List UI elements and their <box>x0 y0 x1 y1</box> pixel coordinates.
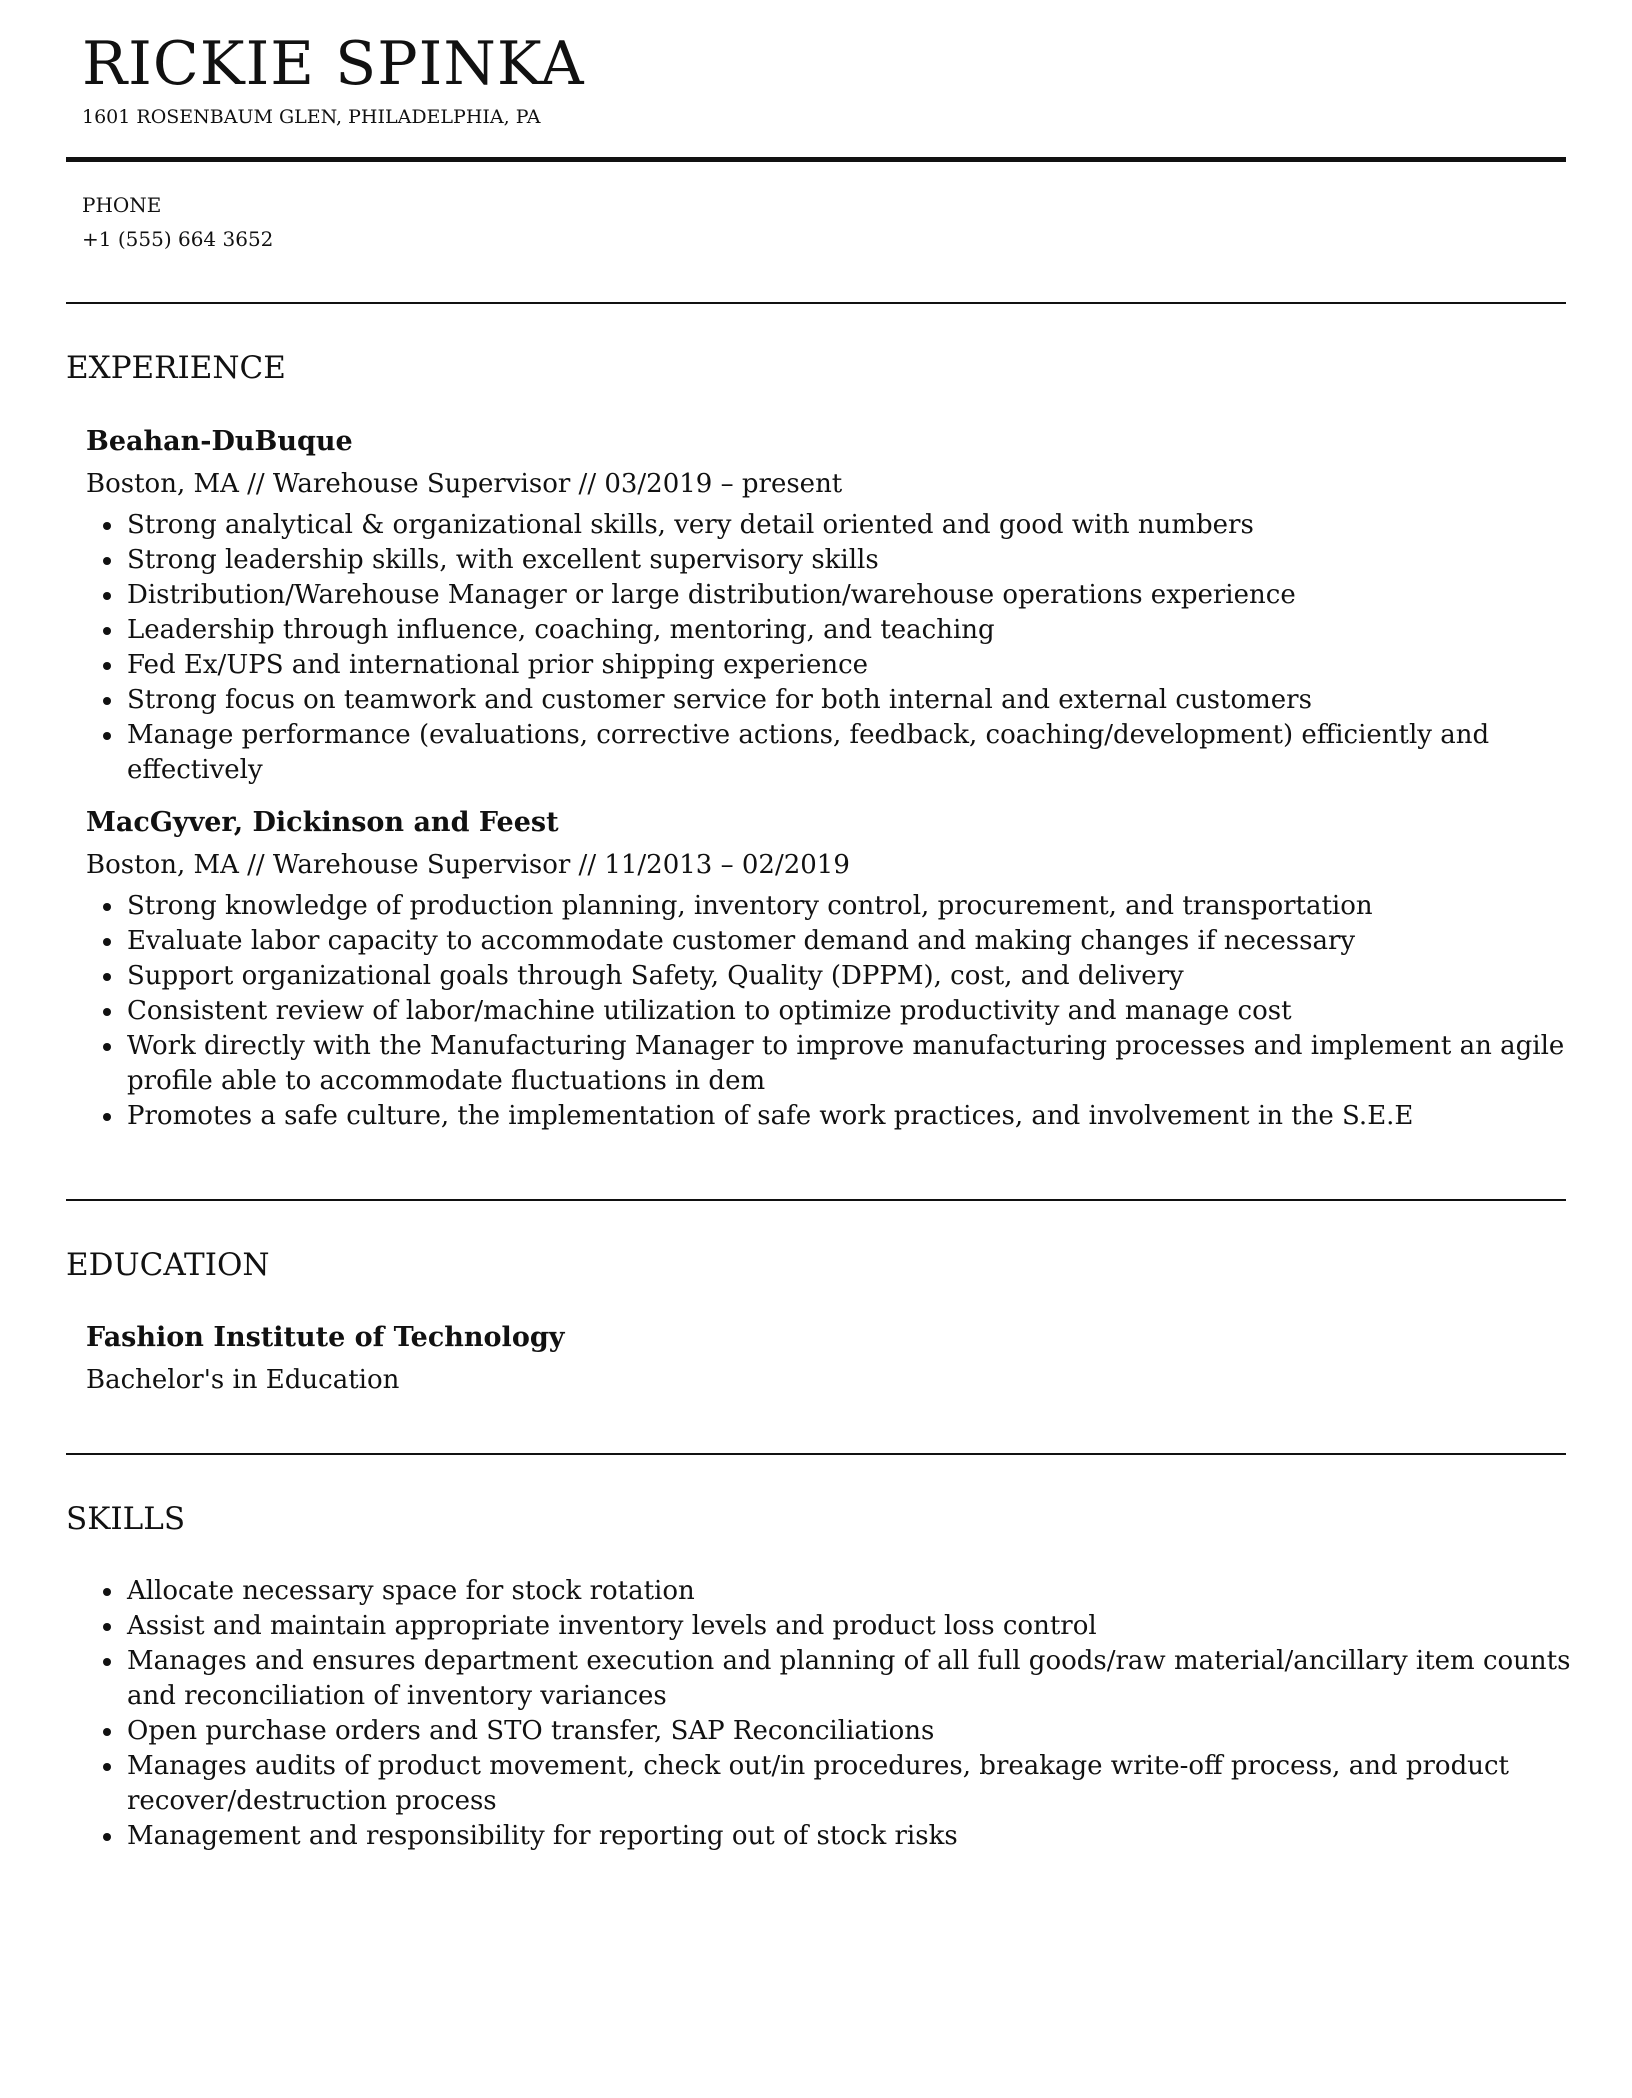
job-company: MacGyver, Dickinson and Feest <box>86 807 559 838</box>
list-item: Strong knowledge of production planning, inventory control, procurement, and transportation <box>86 889 1576 924</box>
skills-entry <box>86 1574 1576 1854</box>
list-item: Open purchase orders and STO transfer, SAP Reconciliations <box>86 1714 1576 1749</box>
experience-divider <box>66 1199 1566 1201</box>
education-divider <box>66 1453 1566 1455</box>
list-item: Strong analytical & organizational skills, very detail oriented and good with numbers <box>86 508 1576 543</box>
list-item: Evaluate labor capacity to accommodate customer demand and making changes if necessary <box>86 924 1576 959</box>
list-item: Support organizational goals through Safety, Quality (DPPM), cost, and delivery <box>86 959 1576 994</box>
job-company: Beahan-DuBuque <box>86 426 353 457</box>
list-item: Consistent review of labor/machine utilization to optimize productivity and manage cost <box>86 994 1576 1029</box>
list-item: Manages and ensures department execution and planning of all full goods/raw material/ancillary item counts and reconciliation of inventory variances <box>86 1644 1576 1714</box>
header-divider <box>66 157 1566 162</box>
education-entry <box>86 1320 1576 1404</box>
job-entry <box>86 805 1576 1134</box>
list-item: Management and responsibility for reporting out of stock risks <box>86 1819 1576 1854</box>
list-item: Strong focus on teamwork and customer service for both internal and external customers <box>86 683 1576 718</box>
experience-heading: EXPERIENCE <box>66 350 286 386</box>
list-item: Manage performance (evaluations, corrective actions, feedback, coaching/development) efficiently and effectively <box>86 718 1576 788</box>
list-item: Strong leadership skills, with excellent supervisory skills <box>86 543 1576 578</box>
education-heading: EDUCATION <box>66 1247 270 1283</box>
job-bullets <box>86 508 1576 788</box>
job-bullets <box>86 889 1576 1134</box>
list-item: Assist and maintain appropriate inventory levels and product loss control <box>86 1609 1576 1644</box>
skills-list <box>86 1574 1576 1854</box>
education-degree: Bachelor's in Education <box>86 1365 400 1395</box>
list-item: Work directly with the Manufacturing Manager to improve manufacturing processes and implement an agile profile able to accommodate fluctuations in dem <box>86 1029 1576 1099</box>
list-item: Allocate necessary space for stock rotation <box>86 1574 1576 1609</box>
list-item: Manages audits of product movement, check out/in procedures, breakage write-off process, and product recover/destruction process <box>86 1749 1576 1819</box>
job-meta: Boston, MA // Warehouse Supervisor // 11/2013 – 02/2019 <box>86 850 850 880</box>
candidate-name: RICKIE SPINKA <box>82 29 585 99</box>
contact-divider <box>66 302 1566 304</box>
list-item: Leadership through influence, coaching, mentoring, and teaching <box>86 613 1576 648</box>
job-meta: Boston, MA // Warehouse Supervisor // 03/2019 – present <box>86 469 843 499</box>
candidate-address: 1601 ROSENBAUM GLEN, PHILADELPHIA, PA <box>82 106 541 128</box>
phone-value: +1 (555) 664 3652 <box>82 227 274 251</box>
education-school: Fashion Institute of Technology <box>86 1322 565 1353</box>
list-item: Distribution/Warehouse Manager or large distribution/warehouse operations experience <box>86 578 1576 613</box>
list-item: Fed Ex/UPS and international prior shipping experience <box>86 648 1576 683</box>
list-item: Promotes a safe culture, the implementation of safe work practices, and involvement in the S.E.E <box>86 1099 1576 1134</box>
phone-label: PHONE <box>82 193 162 217</box>
job-entry <box>86 424 1576 788</box>
skills-heading: SKILLS <box>66 1501 186 1537</box>
